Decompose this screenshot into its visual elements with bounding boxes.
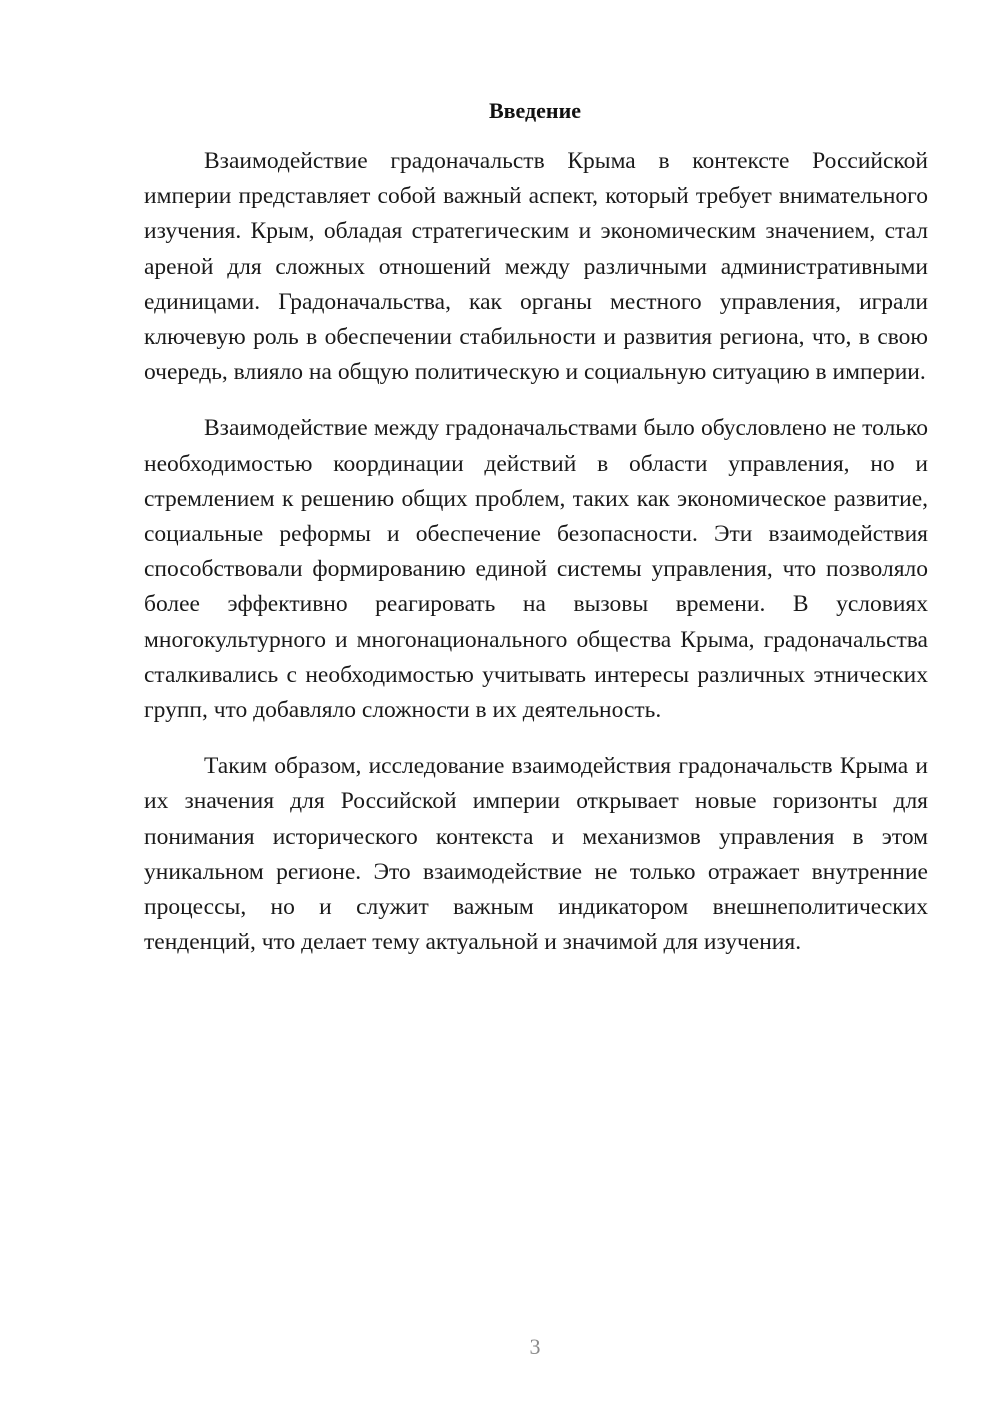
- body-text: [144, 144, 928, 981]
- paragraph-1: Взаимодействие градоначальств Крыма в контексте Российской империи представляет собой важный аспект, который требует внимательного изучения. Крым, обладая стратегическим и экономическим значением, стал ареной для сложных отношений между различными административными единицами. Градоначальства, как органы местного управления, играли ключевую роль в обеспечении стабильности и развития региона, что, в свою очередь, влияло на общую политическую и социальную ситуацию в империи.: [144, 148, 928, 386]
- paragraph-2: Взаимодействие между градоначальствами было обусловлено не только необходимостью координации действий в области управления, но и стремлением к решению общих проблем, таких как экономическое развитие, социальные реформы и обеспечение безопасности. Эти взаимодействия способствовали формированию единой системы управления, что позволяло более эффективно реагировать на вызовы времени. В условиях многокультурного и многонационального общества Крыма, градоначальства сталкивались с необходимостью учитывать интересы различных этнических групп, что добавляло сложности в их деятельность.: [144, 415, 928, 724]
- section-heading: Введение: [488, 98, 582, 123]
- paragraph-3: Таким образом, исследование взаимодействия градоначальств Крыма и их значения для Российской империи открывает новые горизонты для понимания исторического контекста и механизмов управления в этом уникальном регионе. Это взаимодействие не только отражает внутренние процессы, но и служит важным индикатором внешнеполитических тенденций, что делает тему актуальной и значимой для изучения.: [144, 753, 928, 956]
- page-number: 3: [529, 1334, 541, 1359]
